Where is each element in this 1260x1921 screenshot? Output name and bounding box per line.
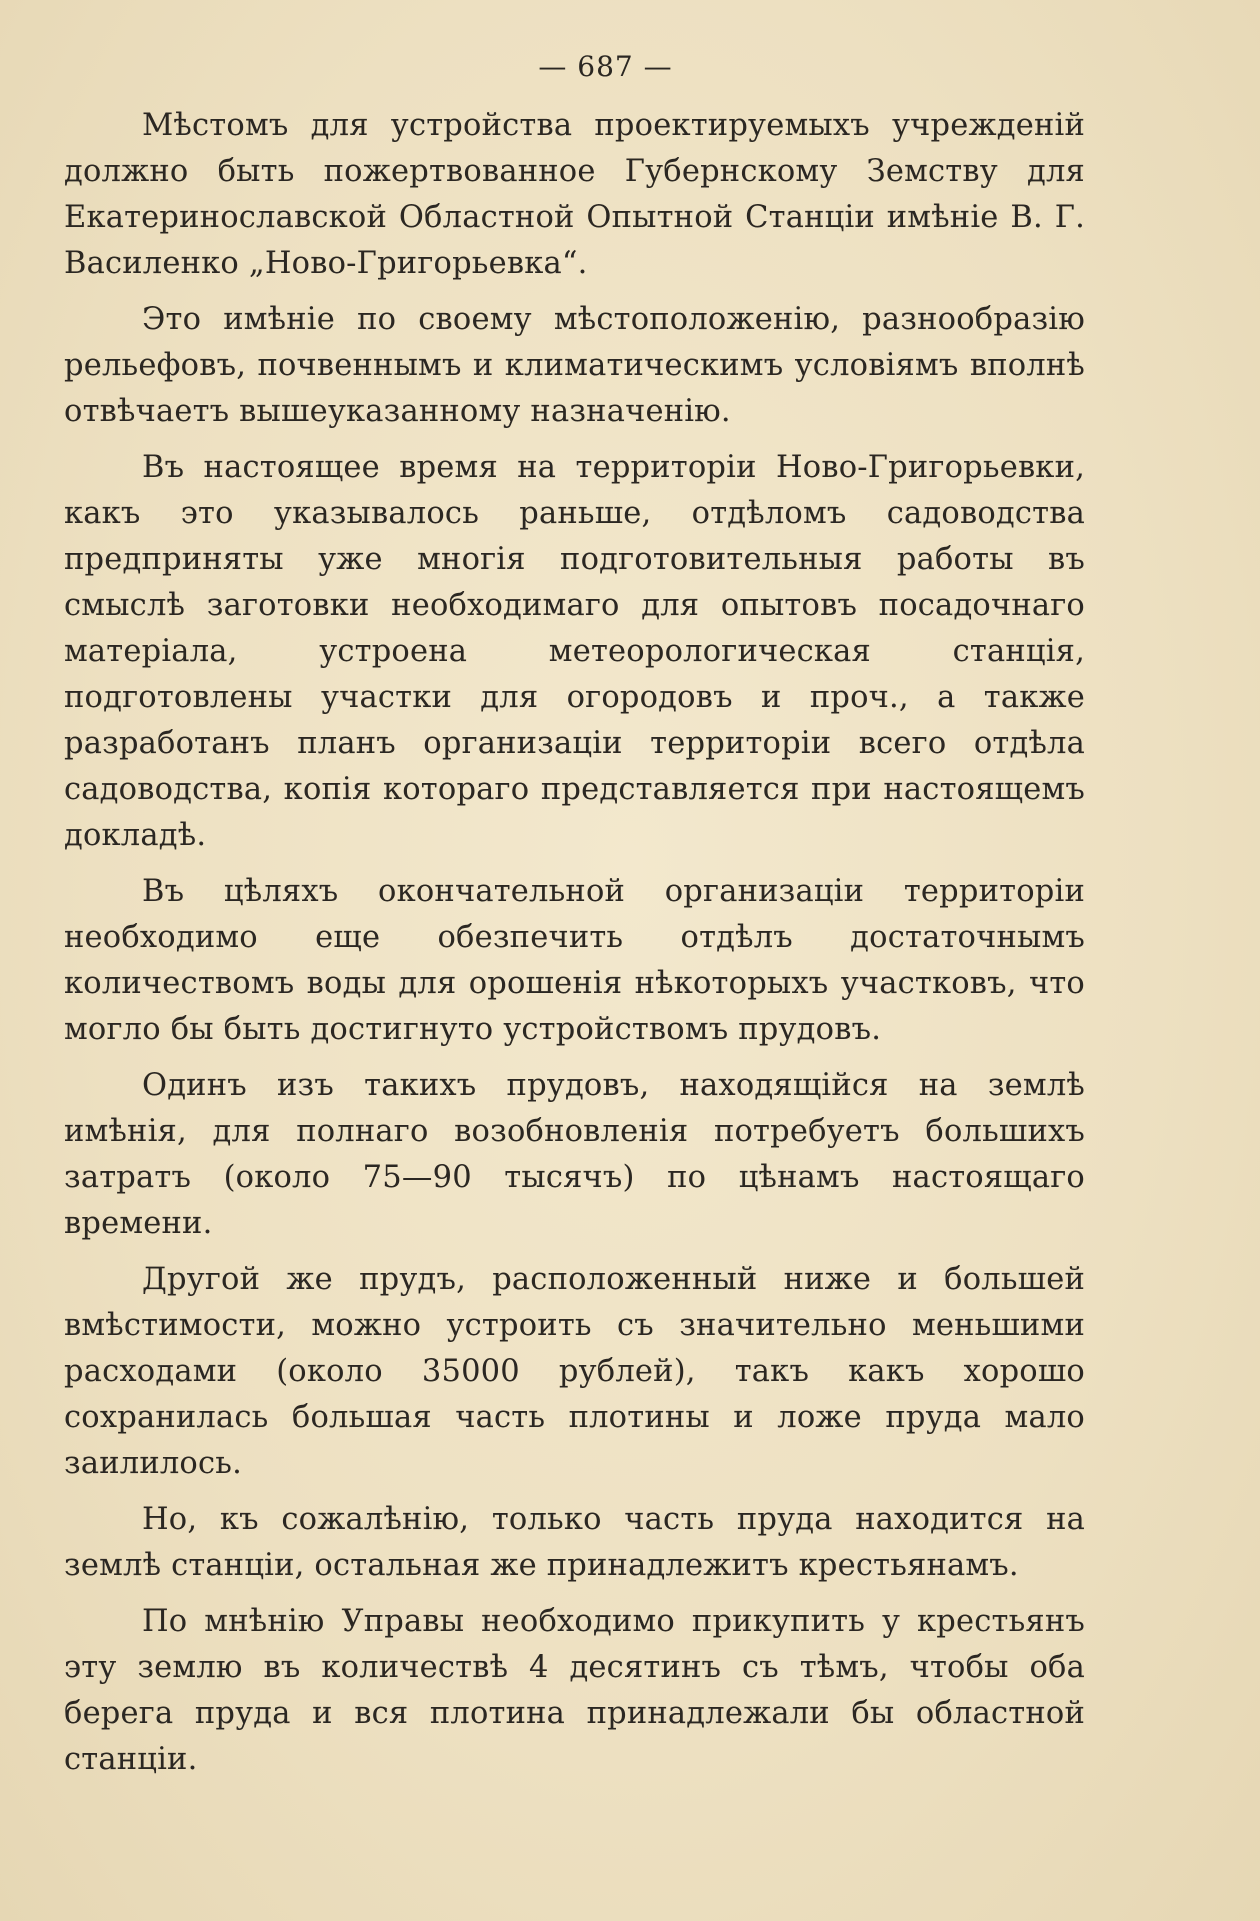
page-number: — 687 —: [538, 50, 673, 83]
paragraph-second-pond: Другой же прудъ, расположенный ниже и большей вмѣстимости, можно устроить съ значительно меньшими расходами (около 35000 рублей), такъ какъ хорошо сохранилась большая часть плотины и ложе пруда мало заилилось.: [64, 1262, 1085, 1481]
paragraph-current-work: Въ настоящее время на территоріи Ново-Григорьевки, какъ это указывалось раньше, отдѣломъ садоводства предприняты уже многія подготовительныя работы въ смыслѣ заготовки необходимаго для опытовъ посадочнаго матеріала, устроена метеорологическая станція, подготовлены участки для огородовъ и проч., а также разработанъ планъ организаціи территоріи всего отдѣла садоводства, копія котораго представляется при настоящемъ докладѣ.: [64, 450, 1085, 853]
paragraph-location: Мѣстомъ для устройства проектируемыхъ учрежденій должно быть пожертвованное Губернскому Земству для Екатеринославской Областной Опытной Станціи имѣніе В. Г. Василенко „Ново-Григорьевка“.: [64, 108, 1085, 281]
paragraph-land-purchase: По мнѣнію Управы необходимо прикупить у крестьянъ эту землю въ количествѣ 4 десятинъ съ тѣмъ, чтобы оба берега пруда и вся плотина принадлежали бы областной станціи.: [64, 1604, 1085, 1777]
paragraph-water-supply: Въ цѣляхъ окончательной организаціи территоріи необходимо еще обезпечить отдѣлъ достаточнымъ количествомъ воды для орошенія нѣкоторыхъ участковъ, что могло бы быть достигнуто устройствомъ прудовъ.: [64, 874, 1085, 1047]
paragraph-first-pond: Одинъ изъ такихъ прудовъ, находящійся на землѣ имѣнія, для полнаго возобновленія потребуетъ большихъ затратъ (около 75—90 тысячъ) по цѣнамъ настоящаго времени.: [64, 1068, 1085, 1241]
paragraph-estate-suitability: Это имѣніе по своему мѣстоположенію, разнообразію рельефовъ, почвеннымъ и климатическимъ условіямъ вполнѣ отвѣчаетъ вышеуказанному назначенію.: [64, 302, 1085, 429]
paragraph-pond-ownership: Но, къ сожалѣнію, только часть пруда находится на землѣ станціи, остальная же принадлежитъ крестьянамъ.: [64, 1502, 1085, 1583]
